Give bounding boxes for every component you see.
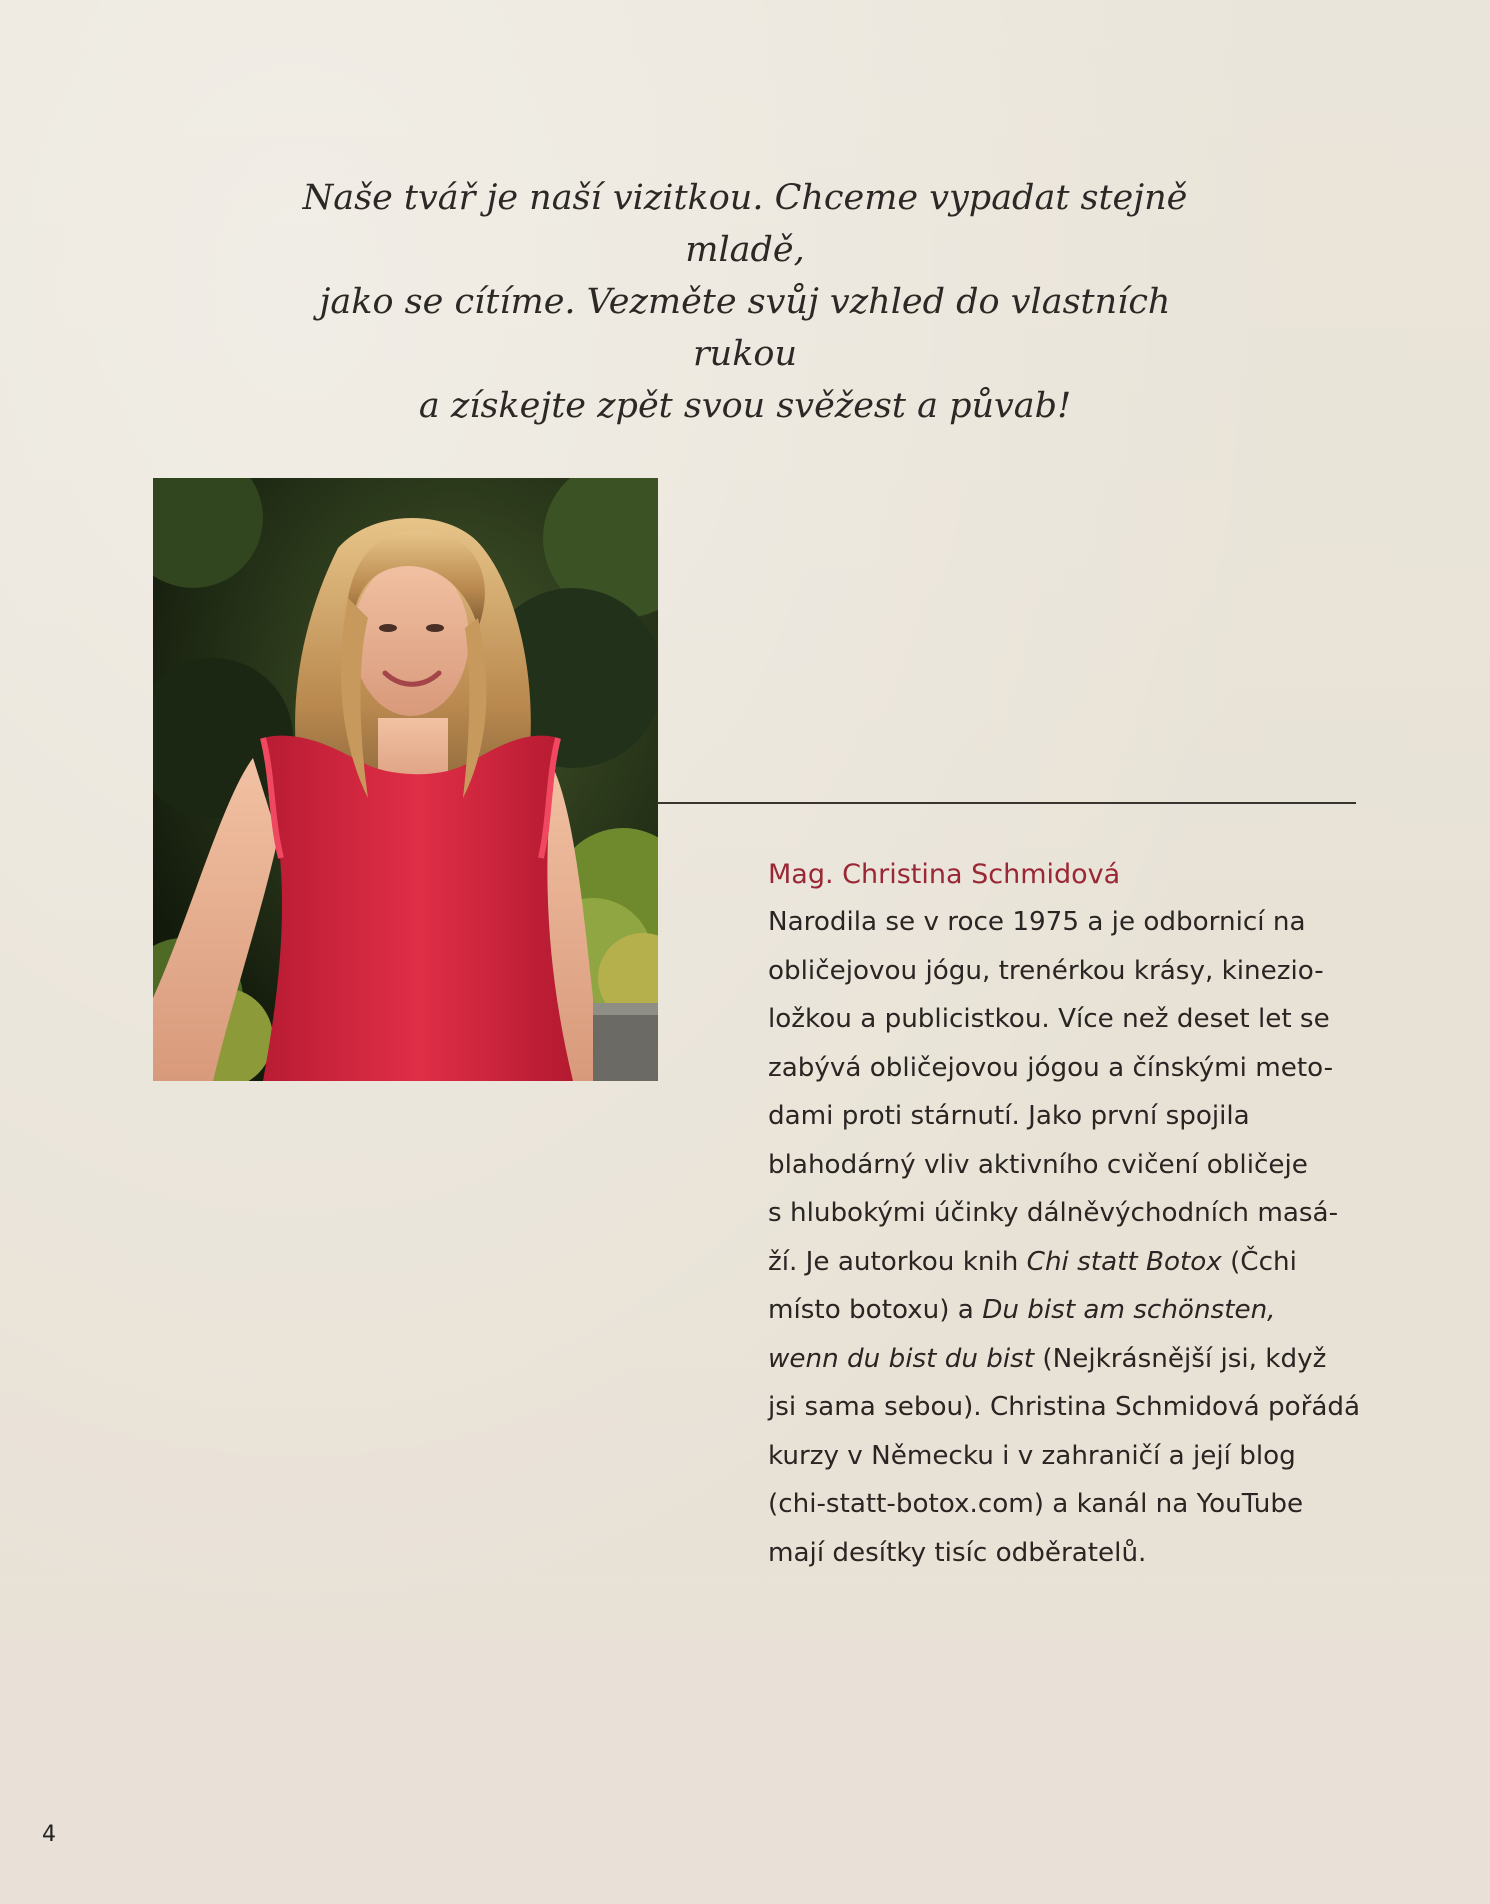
bio-line: dami proti stárnutí. Jako první spojila [768, 1101, 1250, 1131]
bio-line: mají desítky tisíc odběratelů. [768, 1537, 1147, 1568]
book-title-1: Chi statt Botox [1026, 1246, 1222, 1277]
bio-line: ží. Je autorkou knih Chi statt Botox (Čchi [768, 1246, 1297, 1277]
bio-line: blahodárný vliv aktivního cvičení obličeje [768, 1149, 1308, 1180]
bio-line: s hlubokými účinky dálněvýchodních masá- [768, 1198, 1339, 1228]
author-name: Mag. Christina Schmidová [768, 859, 1121, 890]
bio-line: obličejovou jógu, trenérkou krásy, kinezio- [768, 955, 1324, 986]
bio-line: ložkou a publicistkou. Více než deset let se [768, 1004, 1330, 1034]
author-bio-text [768, 898, 1368, 1577]
book-title-2-cont: wenn du bist du bist [768, 1343, 1035, 1374]
author-bio [768, 852, 1368, 1577]
bio-line: kurzy v Německu i v zahraničí a její blog [768, 1440, 1296, 1471]
book-title-2: Du bist am schönsten, [982, 1295, 1276, 1325]
page-number: 4 [42, 1822, 56, 1847]
bio-line: wenn du bist du bist (Nejkrásnější jsi, když [768, 1343, 1327, 1374]
quote-line: Naše tvář je naší vizitkou. Chceme vypadat stejně mladě, [302, 178, 1188, 270]
quote-line: a získejte zpět svou svěžest a půvab! [418, 386, 1072, 426]
bio-line: jsi sama sebou). Christina Schmidová pořádá [768, 1392, 1361, 1422]
divider-line [657, 802, 1356, 804]
bio-line: zabývá obličejovou jógou a čínskými meto- [768, 1052, 1334, 1083]
author-photo [153, 478, 658, 1081]
quote-line: jako se cítíme. Vezměte svůj vzhled do vlastních rukou [319, 282, 1171, 374]
epigraph-quote [270, 172, 1220, 432]
bio-line: (chi-statt-botox.com) a kanál na YouTube [768, 1489, 1304, 1519]
bio-line: Narodila se v roce 1975 a je odbornicí na [768, 907, 1306, 937]
bio-line: místo botoxu) a Du bist am schönsten, [768, 1295, 1276, 1325]
